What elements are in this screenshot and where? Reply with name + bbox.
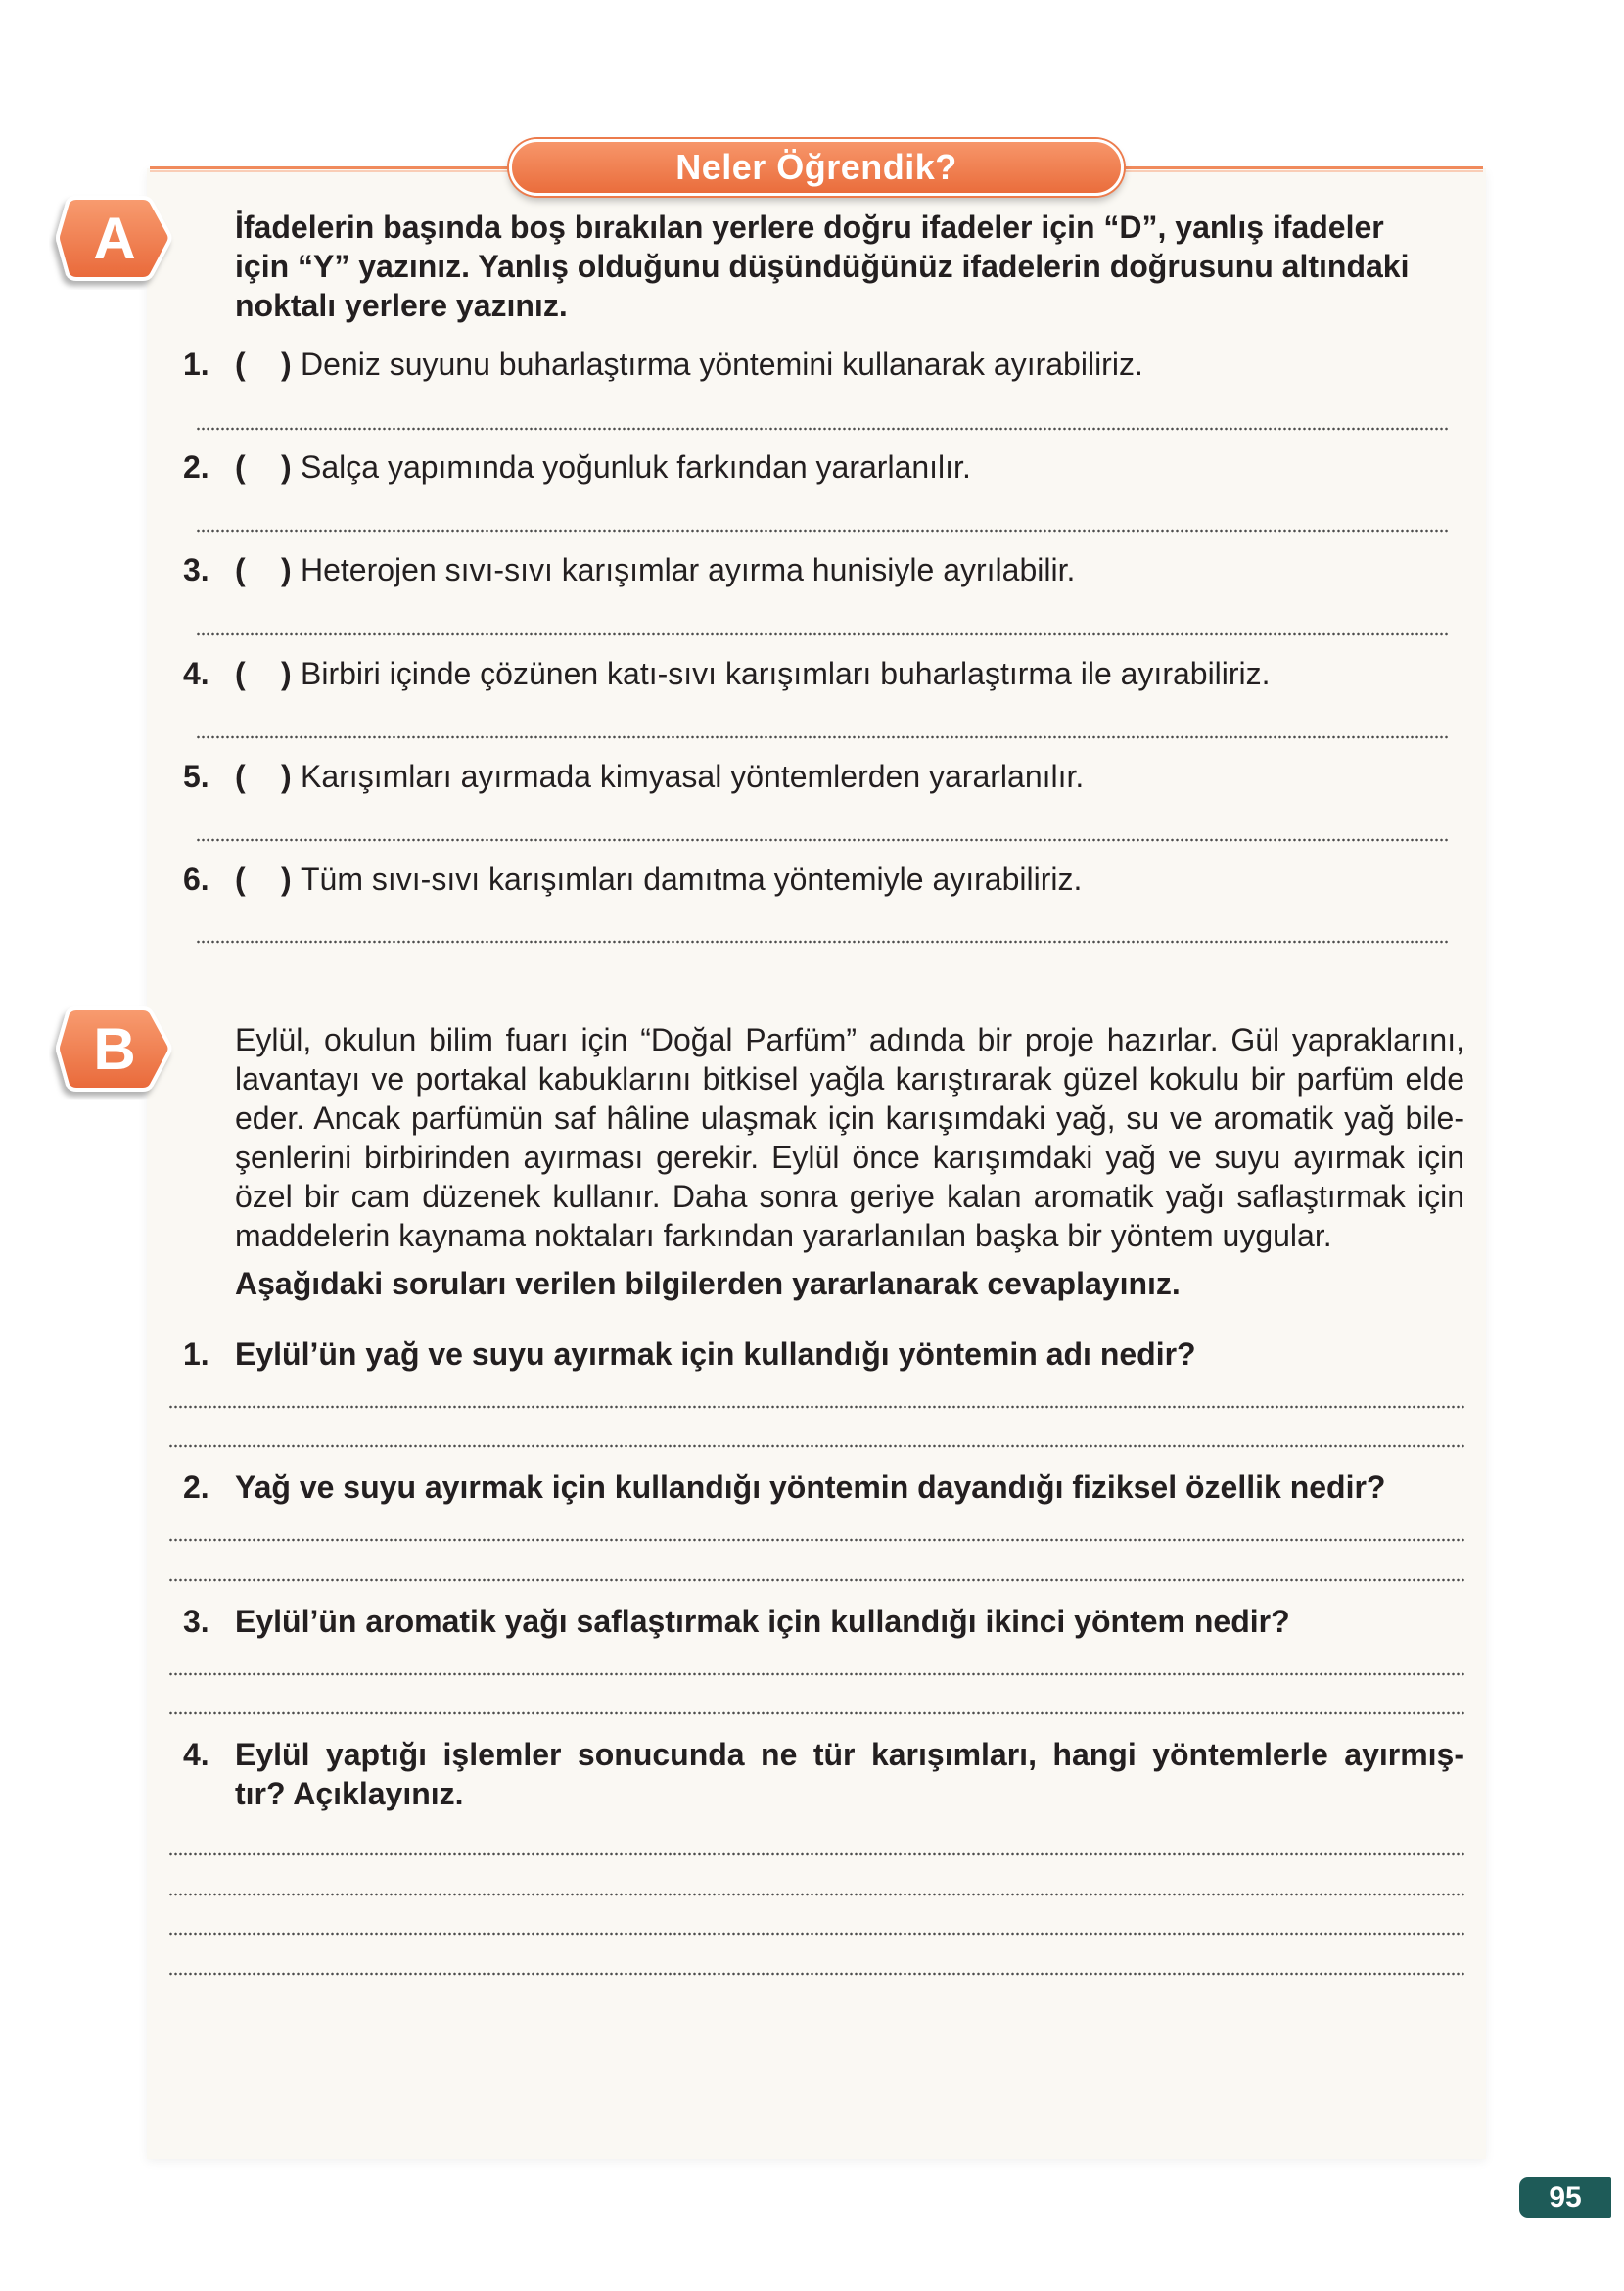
question-item xyxy=(0,1602,1624,1641)
instruction-line: İfadelerin başında boş bırakılan yerlere doğru ifadeler için “D”, yanlış ifadeler xyxy=(235,210,1384,245)
question-text-line: tır? Açıklayınız. xyxy=(235,1776,464,1811)
answer-blank-open: ( xyxy=(235,347,246,382)
answer-blank-open: ( xyxy=(235,656,246,691)
instruction-line: için “Y” yazınız. Yanlış olduğunu düşündüğünüz ifadelerin doğrusunu altındaki xyxy=(235,249,1410,284)
question-instruction: Aşağıdaki soruları verilen bilgilerden yararlanarak cevaplayınız. xyxy=(235,1266,1181,1301)
scenario-paragraph xyxy=(235,1020,1464,1255)
question-text-line: Eylül yaptığı işlemler sonucunda ne tür karışımları, hangi yöntemlerle ayırmış- xyxy=(235,1737,1464,1772)
answer-blank-close: ) xyxy=(281,759,292,794)
answer-blank-open: ( xyxy=(235,759,246,794)
true-false-item xyxy=(0,447,1624,487)
answer-blank-open: ( xyxy=(235,449,246,485)
paragraph-line: eder. Ancak parfümün saf hâline ulaşmak için karışımdaki yağ, su ve aromatik yağ bile- xyxy=(235,1100,1464,1136)
answer-line xyxy=(168,1972,1464,1976)
answer-line xyxy=(168,1711,1464,1715)
answer-line xyxy=(168,1672,1464,1676)
answer-blank-close: ) xyxy=(281,862,292,897)
question-item xyxy=(0,1334,1624,1374)
question-number: 1. xyxy=(183,1336,209,1372)
item-statement: Salça yapımında yoğunluk farkından yararlanılır. xyxy=(301,449,971,485)
paragraph-line: maddelerin kaynama noktaları farkından yararlanılan başka bir yöntem uygular. xyxy=(235,1218,1332,1253)
badge-letter: B xyxy=(93,1016,136,1082)
answer-line xyxy=(168,1893,1464,1896)
answer-line xyxy=(196,838,1449,842)
answer-line xyxy=(196,735,1449,739)
answer-blank-close: ) xyxy=(281,552,292,587)
item-statement: Birbiri içinde çözünen katı-sıvı karışımları buharlaştırma ile ayırabiliriz. xyxy=(301,656,1271,691)
question-text: Eylül’ün aromatik yağı saflaştırmak için kullandığı ikinci yöntem nedir? xyxy=(235,1604,1290,1639)
answer-blank-open: ( xyxy=(235,862,246,897)
answer-line xyxy=(168,1538,1464,1542)
true-false-item xyxy=(0,550,1624,589)
paragraph-line: özel bir cam düzenek kullanır. Daha sonra geriye kalan aromatik yağı saflaştırmak için xyxy=(235,1179,1464,1214)
section-b-badge xyxy=(49,1003,178,1100)
true-false-item xyxy=(0,345,1624,384)
instruction-line: noktalı yerlere yazınız. xyxy=(235,288,568,323)
item-number: 2. xyxy=(183,449,209,485)
answer-line xyxy=(168,1852,1464,1856)
answer-line xyxy=(196,529,1449,533)
true-false-item xyxy=(0,654,1624,693)
badge-letter: A xyxy=(93,206,136,271)
question-number: 2. xyxy=(183,1470,209,1505)
item-statement: Tüm sıvı-sıvı karışımları damıtma yöntemiyle ayırabiliriz. xyxy=(301,862,1083,897)
item-number: 3. xyxy=(183,552,209,587)
paragraph-line: Eylül, okulun bilim fuarı için “Doğal Parfüm” adında bir proje hazırlar. Gül yapraklarını, xyxy=(235,1022,1464,1057)
answer-line xyxy=(168,1405,1464,1409)
section-a-instructions xyxy=(235,208,1459,325)
answer-line xyxy=(196,632,1449,636)
answer-blank-close: ) xyxy=(281,347,292,382)
question-text: Yağ ve suyu ayırmak için kullandığı yöntemin dayandığı fiziksel özellik nedir? xyxy=(235,1470,1386,1505)
answer-blank-open: ( xyxy=(235,552,246,587)
question-number: 3. xyxy=(183,1604,209,1639)
question-text: Eylül’ün yağ ve suyu ayırmak için kullandığı yöntemin adı nedir? xyxy=(235,1336,1196,1372)
answer-line xyxy=(168,1444,1464,1448)
paragraph-line: şenlerini birbirinden ayırması gerekir. Eylül önce karışımdaki yağ ve suyu ayırmak için xyxy=(235,1140,1464,1175)
question-number: 4. xyxy=(183,1737,209,1772)
item-number: 5. xyxy=(183,759,209,794)
question-item xyxy=(0,1468,1624,1507)
answer-line xyxy=(196,940,1449,944)
answer-line xyxy=(196,427,1449,431)
answer-blank-close: ) xyxy=(281,449,292,485)
paragraph-line: lavantayı ve portakal kabuklarını bitkisel yağla karıştırarak güzel kokulu bir parfüm elde xyxy=(235,1061,1464,1097)
item-number: 4. xyxy=(183,656,209,691)
item-number: 1. xyxy=(183,347,209,382)
item-number: 6. xyxy=(183,862,209,897)
true-false-item xyxy=(0,757,1624,796)
item-statement: Heterojen sıvı-sıvı karışımlar ayırma hunisiyle ayrılabilir. xyxy=(301,552,1076,587)
page-number: 95 xyxy=(1519,2177,1611,2218)
item-statement: Karışımları ayırmada kimyasal yöntemlerden yararlanılır. xyxy=(301,759,1085,794)
answer-line xyxy=(168,1578,1464,1582)
section-header-title: Neler Öğrendik? xyxy=(509,139,1124,196)
section-a-badge xyxy=(49,192,178,290)
question-text xyxy=(235,1735,1464,1813)
answer-blank-close: ) xyxy=(281,656,292,691)
answer-line xyxy=(168,1932,1464,1936)
true-false-item xyxy=(0,860,1624,899)
item-statement: Deniz suyunu buharlaştırma yöntemini kullanarak ayırabiliriz. xyxy=(301,347,1143,382)
